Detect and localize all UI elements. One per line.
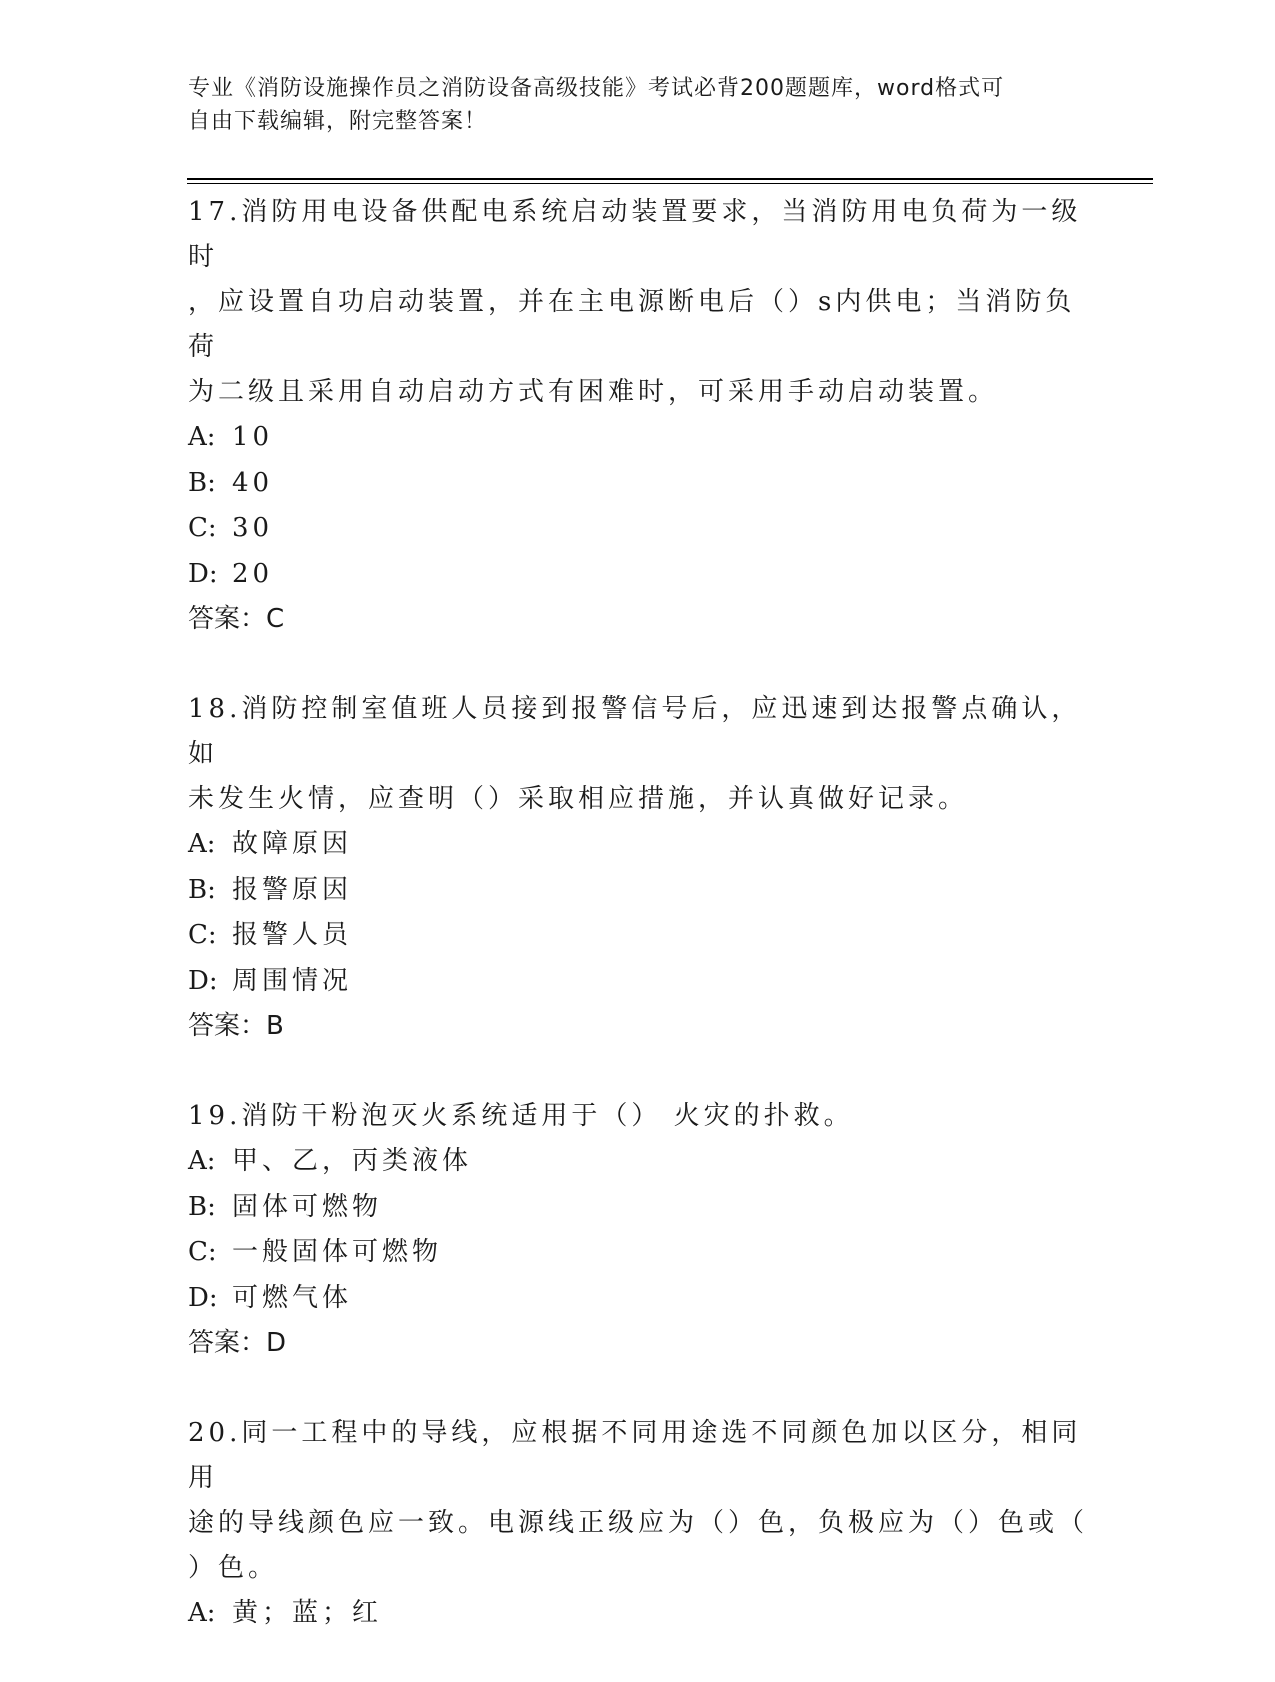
option-letter: D: xyxy=(188,1282,218,1313)
question-stem-line: ，应设置自功启动装置，并在主电源断电后（）s内供电；当消防负荷 xyxy=(188,287,1076,362)
option-a xyxy=(188,822,1088,868)
option-letter: D: xyxy=(188,558,218,589)
question-list xyxy=(188,190,1088,1682)
option-d xyxy=(188,959,1088,1005)
document-header xyxy=(188,72,1068,138)
option-text: 30 xyxy=(232,513,274,543)
answer-line: 答案：B xyxy=(188,1011,284,1041)
question-stem-line: 为二级且采用自动启动方式有困难时，可采用手动启动装置。 xyxy=(188,377,999,407)
option-letter: B: xyxy=(188,874,216,905)
question-stem-line: 20.同一工程中的导线，应根据不同用途选不同颜色加以区分，相同用 xyxy=(188,1418,1082,1493)
option-b xyxy=(188,1185,1088,1231)
option-letter: B: xyxy=(188,1191,216,1222)
question-19 xyxy=(188,1094,1088,1366)
option-text: 周围情况 xyxy=(232,965,353,996)
header-line-2: 自由下载编辑，附完整答案！ xyxy=(188,109,488,134)
option-letter: A: xyxy=(188,1146,216,1176)
option-a xyxy=(188,1139,1088,1185)
option-letter: C: xyxy=(188,513,217,543)
question-stem-line: 19.消防干粉泡灭火系统适用于（） 火灾的扑救。 xyxy=(188,1101,854,1131)
option-letter: C: xyxy=(188,920,217,950)
question-stem-line: 18.消防控制室值班人员接到报警信号后，应迅速到达报警点确认，如 xyxy=(188,694,1082,769)
option-a xyxy=(188,415,1088,461)
header-line-1: 专业《消防设施操作员之消防设备高级技能》考试必背200题题库，word格式可 xyxy=(188,76,1005,101)
question-20 xyxy=(188,1411,1088,1637)
option-text: 故障原因 xyxy=(232,829,353,859)
option-text: 40 xyxy=(232,467,274,498)
option-c xyxy=(188,1230,1088,1276)
answer-line: 答案：D xyxy=(188,1328,287,1358)
option-c xyxy=(188,913,1088,959)
option-letter: A: xyxy=(188,1598,216,1628)
option-a xyxy=(188,1591,1088,1637)
option-b xyxy=(188,868,1088,914)
answer-line: 答案：C xyxy=(188,604,285,634)
option-d xyxy=(188,1276,1088,1322)
question-stem-line: ）色。 xyxy=(188,1553,279,1583)
option-text: 一般固体可燃物 xyxy=(232,1237,443,1267)
option-letter: A: xyxy=(188,422,216,452)
option-text: 10 xyxy=(232,422,274,452)
option-d xyxy=(188,552,1088,598)
option-letter: D: xyxy=(188,965,218,996)
option-letter: A: xyxy=(188,829,216,859)
question-stem-line: 未发生火情，应查明（）采取相应措施，并认真做好记录。 xyxy=(188,784,969,814)
option-text: 报警原因 xyxy=(232,874,353,905)
question-stem-line: 17.消防用电设备供配电系统启动装置要求，当消防用电负荷为一级时 xyxy=(188,197,1082,272)
option-b xyxy=(188,461,1088,507)
header-rule-thick xyxy=(187,178,1153,180)
option-text: 甲、乙，丙类液体 xyxy=(232,1146,473,1176)
option-text: 固体可燃物 xyxy=(232,1191,383,1222)
option-text: 黄；蓝；红 xyxy=(232,1598,383,1628)
question-18 xyxy=(188,687,1088,1049)
option-text: 20 xyxy=(232,558,274,589)
option-c xyxy=(188,506,1088,552)
question-stem-line: 途的导线颜色应一致。电源线正级应为（）色，负极应为（）色或（ xyxy=(188,1508,1089,1538)
question-17 xyxy=(188,190,1088,642)
header-rule-thin xyxy=(187,183,1153,184)
option-text: 可燃气体 xyxy=(232,1282,353,1313)
option-letter: C: xyxy=(188,1237,217,1267)
option-text: 报警人员 xyxy=(232,920,353,950)
option-letter: B: xyxy=(188,467,216,498)
